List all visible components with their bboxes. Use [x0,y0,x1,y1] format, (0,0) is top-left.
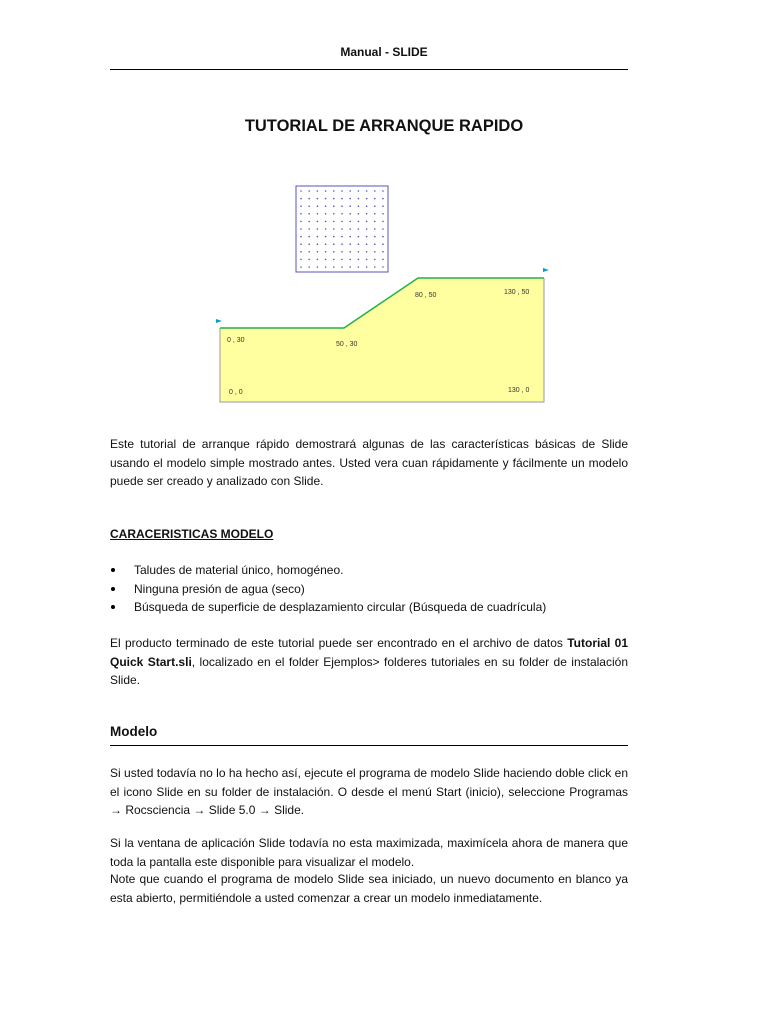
model-heading-rule [110,745,628,746]
grid-point [341,198,343,200]
list-item: Ninguna presión de agua (seco) [110,580,546,599]
grid-point [317,243,319,245]
point-label-50-30: 50 , 30 [336,341,358,348]
grid-point [325,236,327,238]
grid-point [333,221,335,223]
grid-point [366,221,368,223]
point-label-130-50: 130 , 50 [504,289,530,296]
grid-point [317,251,319,253]
search-grid [296,186,388,272]
grid-point [374,259,376,261]
features-heading: CARACERISTICAS MODELO [110,527,274,541]
model-paragraph-3: Note que cuando el programa de modelo Slide sea iniciado, un nuevo documento en blanco ya esta abierto, permitiéndole a usted comenzar a crear un modelo inmediatamente. [110,872,628,905]
features-list [110,561,546,617]
grid-point [366,259,368,261]
list-item: Búsqueda de superficie de desplazamiento circular (Búsqueda de cuadrícula) [110,598,546,617]
grid-point [325,251,327,253]
grid-point [300,266,302,268]
grid-point [325,190,327,192]
grid-point [325,259,327,261]
grid-point [325,221,327,223]
point-label-80-50: 80 , 50 [415,292,437,299]
grid-point [382,259,384,261]
grid-point [358,213,360,215]
grid-point [382,251,384,253]
grid-point [325,213,327,215]
grid-point [374,221,376,223]
grid-point [358,198,360,200]
grid-point [300,243,302,245]
product-paragraph [110,634,628,690]
grid-point [349,259,351,261]
grid-point [333,251,335,253]
grid-point [374,266,376,268]
grid-point [382,190,384,192]
grid-point [325,243,327,245]
product-text-after: , localizado en el folder Ejemplos> folderes tutoriales en su folder de instalación Slide. [110,654,628,687]
grid-point [300,190,302,192]
grid-point [308,190,310,192]
grid-point [325,198,327,200]
grid-point [300,198,302,200]
grid-point [358,266,360,268]
grid-point [333,259,335,261]
grid-point [382,243,384,245]
grid-point [358,243,360,245]
grid-point [358,190,360,192]
grid-point [325,205,327,207]
grid-point [341,205,343,207]
grid-point [300,221,302,223]
grid-point [333,213,335,215]
grid-point [308,205,310,207]
grid-point [300,228,302,230]
grid-point [300,259,302,261]
grid-point [308,213,310,215]
grid-point [333,228,335,230]
point-label-130-0: 130 , 0 [508,387,530,394]
grid-point [308,228,310,230]
grid-point [300,251,302,253]
grid-point [333,190,335,192]
grid-point [358,259,360,261]
grid-point [358,221,360,223]
grid-point [366,243,368,245]
grid-point [349,190,351,192]
model-heading: Modelo [110,724,158,739]
grid-point [308,198,310,200]
grid-point [341,243,343,245]
grid-point [349,221,351,223]
intro-paragraph: Este tutorial de arranque rápido demostrará algunas de las características básicas de Slide usando el modelo simple mostrado antes. Usted vera cuan rápidamente y fácilmente un modelo puede ser creado y analizado con Slide. [110,437,628,488]
grid-point [308,259,310,261]
grid-point [300,205,302,207]
grid-point [333,243,335,245]
grid-point [341,259,343,261]
grid-point [382,198,384,200]
page-title: TUTORIAL DE ARRANQUE RAPIDO [244,117,524,135]
running-header: Manual - SLIDE [340,45,428,59]
grid-point [374,205,376,207]
grid-point [308,236,310,238]
grid-point [382,236,384,238]
grid-point [374,190,376,192]
grid-point [317,205,319,207]
grid-point [366,228,368,230]
grid-point [341,190,343,192]
grid-point [317,266,319,268]
grid-point [300,236,302,238]
right-limit-marker [543,268,549,272]
grid-point [366,190,368,192]
grid-point [382,266,384,268]
grid-point [366,266,368,268]
grid-point [317,228,319,230]
grid-point [374,198,376,200]
grid-point [308,251,310,253]
slope-model-figure [212,180,552,408]
grid-point [349,266,351,268]
point-label-0-30: 0 , 30 [227,337,245,344]
grid-point [349,205,351,207]
grid-point [349,198,351,200]
grid-point [341,236,343,238]
grid-point [382,205,384,207]
grid-point [349,213,351,215]
grid-point [333,198,335,200]
grid-point [325,228,327,230]
product-text-before: El producto terminado de este tutorial puede ser encontrado en el archivo de datos [110,636,568,650]
grid-point [349,236,351,238]
grid-point [349,243,351,245]
grid-point [333,236,335,238]
grid-point [308,243,310,245]
grid-point [341,266,343,268]
list-item: Taludes de material único, homogéneo. [110,561,546,580]
grid-point [317,236,319,238]
grid-point [308,266,310,268]
grid-point [317,198,319,200]
grid-point [333,266,335,268]
grid-point [341,213,343,215]
grid-point [366,198,368,200]
grid-point [349,228,351,230]
grid-point [374,213,376,215]
grid-point [366,205,368,207]
grid-point [382,221,384,223]
grid-point [308,221,310,223]
grid-point [349,251,351,253]
grid-point [366,251,368,253]
product-file-name: Tutorial 01 Quick Start.sli [110,636,628,669]
grid-point [382,213,384,215]
slope-region [220,278,544,402]
grid-point [382,228,384,230]
header-rule [110,69,628,70]
grid-point [366,213,368,215]
grid-point [366,236,368,238]
point-label-0-0: 0 , 0 [229,389,243,396]
grid-point [374,243,376,245]
grid-point [358,251,360,253]
grid-point [317,190,319,192]
grid-point [374,236,376,238]
grid-point [358,228,360,230]
model-paragraph-1: Si usted todavía no lo ha hecho así, ejecute el programa de modelo Slide haciendo doble click en el icono Slide en su folder de instalación. O desde el menú Start (inicio), seleccione Programas → Rocsciencia → Slide 5.0 → Slide. [110,766,628,817]
grid-point [341,251,343,253]
grid-point [374,228,376,230]
grid-point [325,266,327,268]
model-paragraph-2: Si la ventana de aplicación Slide todavía no esta maximizada, maximícela ahora de manera que toda la pantalla este disponible para visualizar el modelo. [110,836,628,869]
grid-point [317,259,319,261]
grid-point [317,213,319,215]
left-limit-marker [216,319,222,323]
grid-point [317,221,319,223]
grid-point [358,205,360,207]
grid-point [300,213,302,215]
grid-point [341,221,343,223]
grid-point [341,228,343,230]
grid-point [333,205,335,207]
grid-point [358,236,360,238]
grid-point [374,251,376,253]
